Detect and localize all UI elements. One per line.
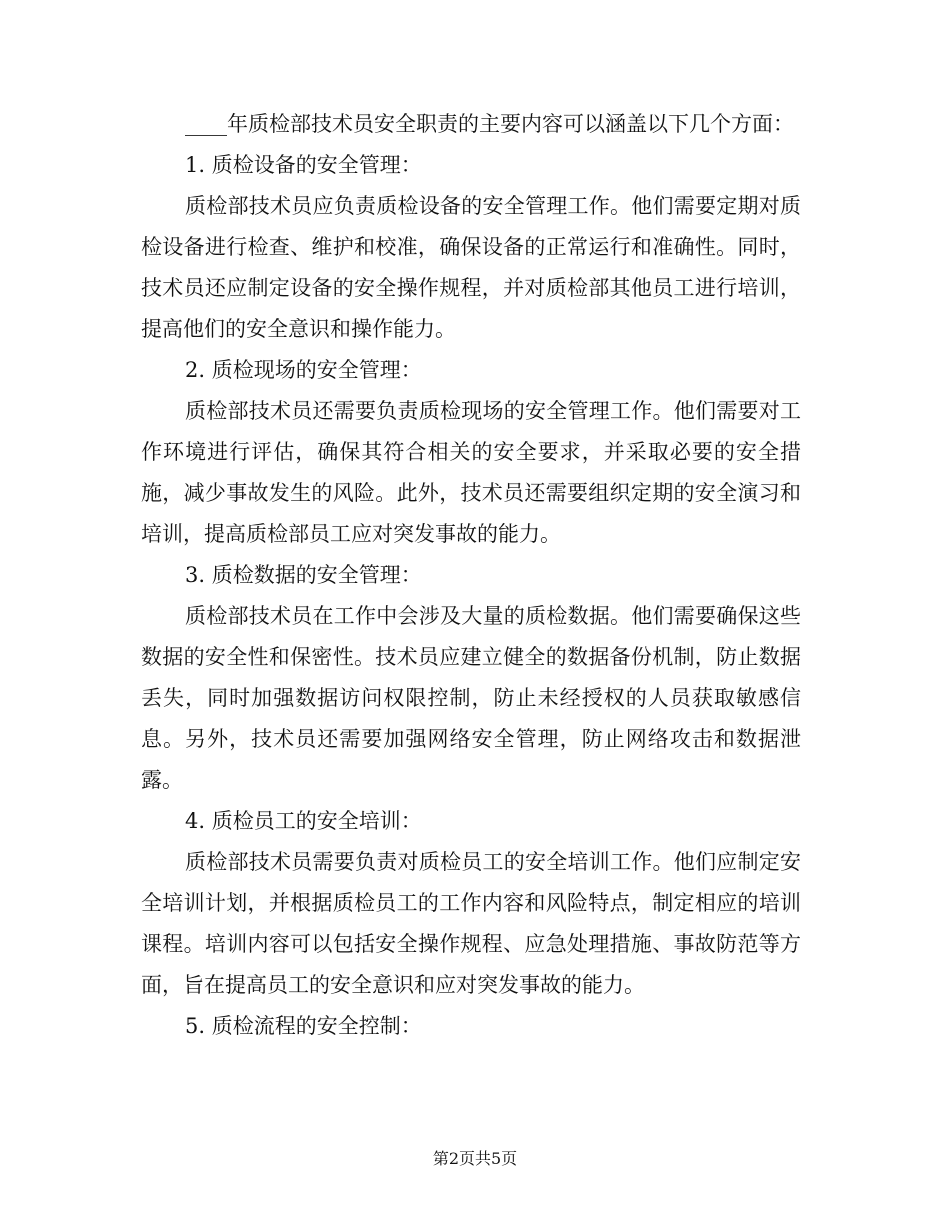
- section-4-body: 质检部技术员需要负责对质检员工的安全培训工作。他们应制定安全培训计划，并根据质检员工的工作内容和风险特点，制定相应的培训课程。培训内容可以包括安全操作规程、应急处理措施、事故防范等方面，旨在提高员工的安全意识和应对突发事故的能力。: [141, 850, 801, 997]
- document-body: [141, 104, 801, 1047]
- page-number-footer: 第2页共5页: [432, 1149, 518, 1168]
- section-4-heading: 4. 质检员工的安全培训：: [185, 809, 422, 833]
- section-1-body: 质检部技术员应负责质检设备的安全管理工作。他们需要定期对质检设备进行检查、维护和校准，确保设备的正常运行和准确性。同时，技术员还应制定设备的安全操作规程，并对质检部其他员工进行培训，提高他们的安全意识和操作能力。: [141, 194, 801, 341]
- section-2-heading: 2. 质检现场的安全管理：: [185, 358, 422, 382]
- section-5-heading: 5. 质检流程的安全控制：: [185, 1014, 422, 1038]
- section-1-heading: 1. 质检设备的安全管理：: [185, 153, 422, 177]
- section-2-body: 质检部技术员还需要负责质检现场的安全管理工作。他们需要对工作环境进行评估，确保其符合相关的安全要求，并采取必要的安全措施，减少事故发生的风险。此外，技术员还需要组织定期的安全演习和培训，提高质检部员工应对突发事故的能力。: [141, 399, 801, 546]
- intro-paragraph: ____年质检部技术员安全职责的主要内容可以涵盖以下几个方面：: [185, 112, 794, 136]
- section-3-heading: 3. 质检数据的安全管理：: [185, 563, 422, 587]
- section-3-body: 质检部技术员在工作中会涉及大量的质检数据。他们需要确保这些数据的安全性和保密性。技术员应建立健全的数据备份机制，防止数据丢失，同时加强数据访问权限控制，防止未经授权的人员获取敏感信息。另外，技术员还需要加强网络安全管理，防止网络攻击和数据泄露。: [141, 604, 801, 792]
